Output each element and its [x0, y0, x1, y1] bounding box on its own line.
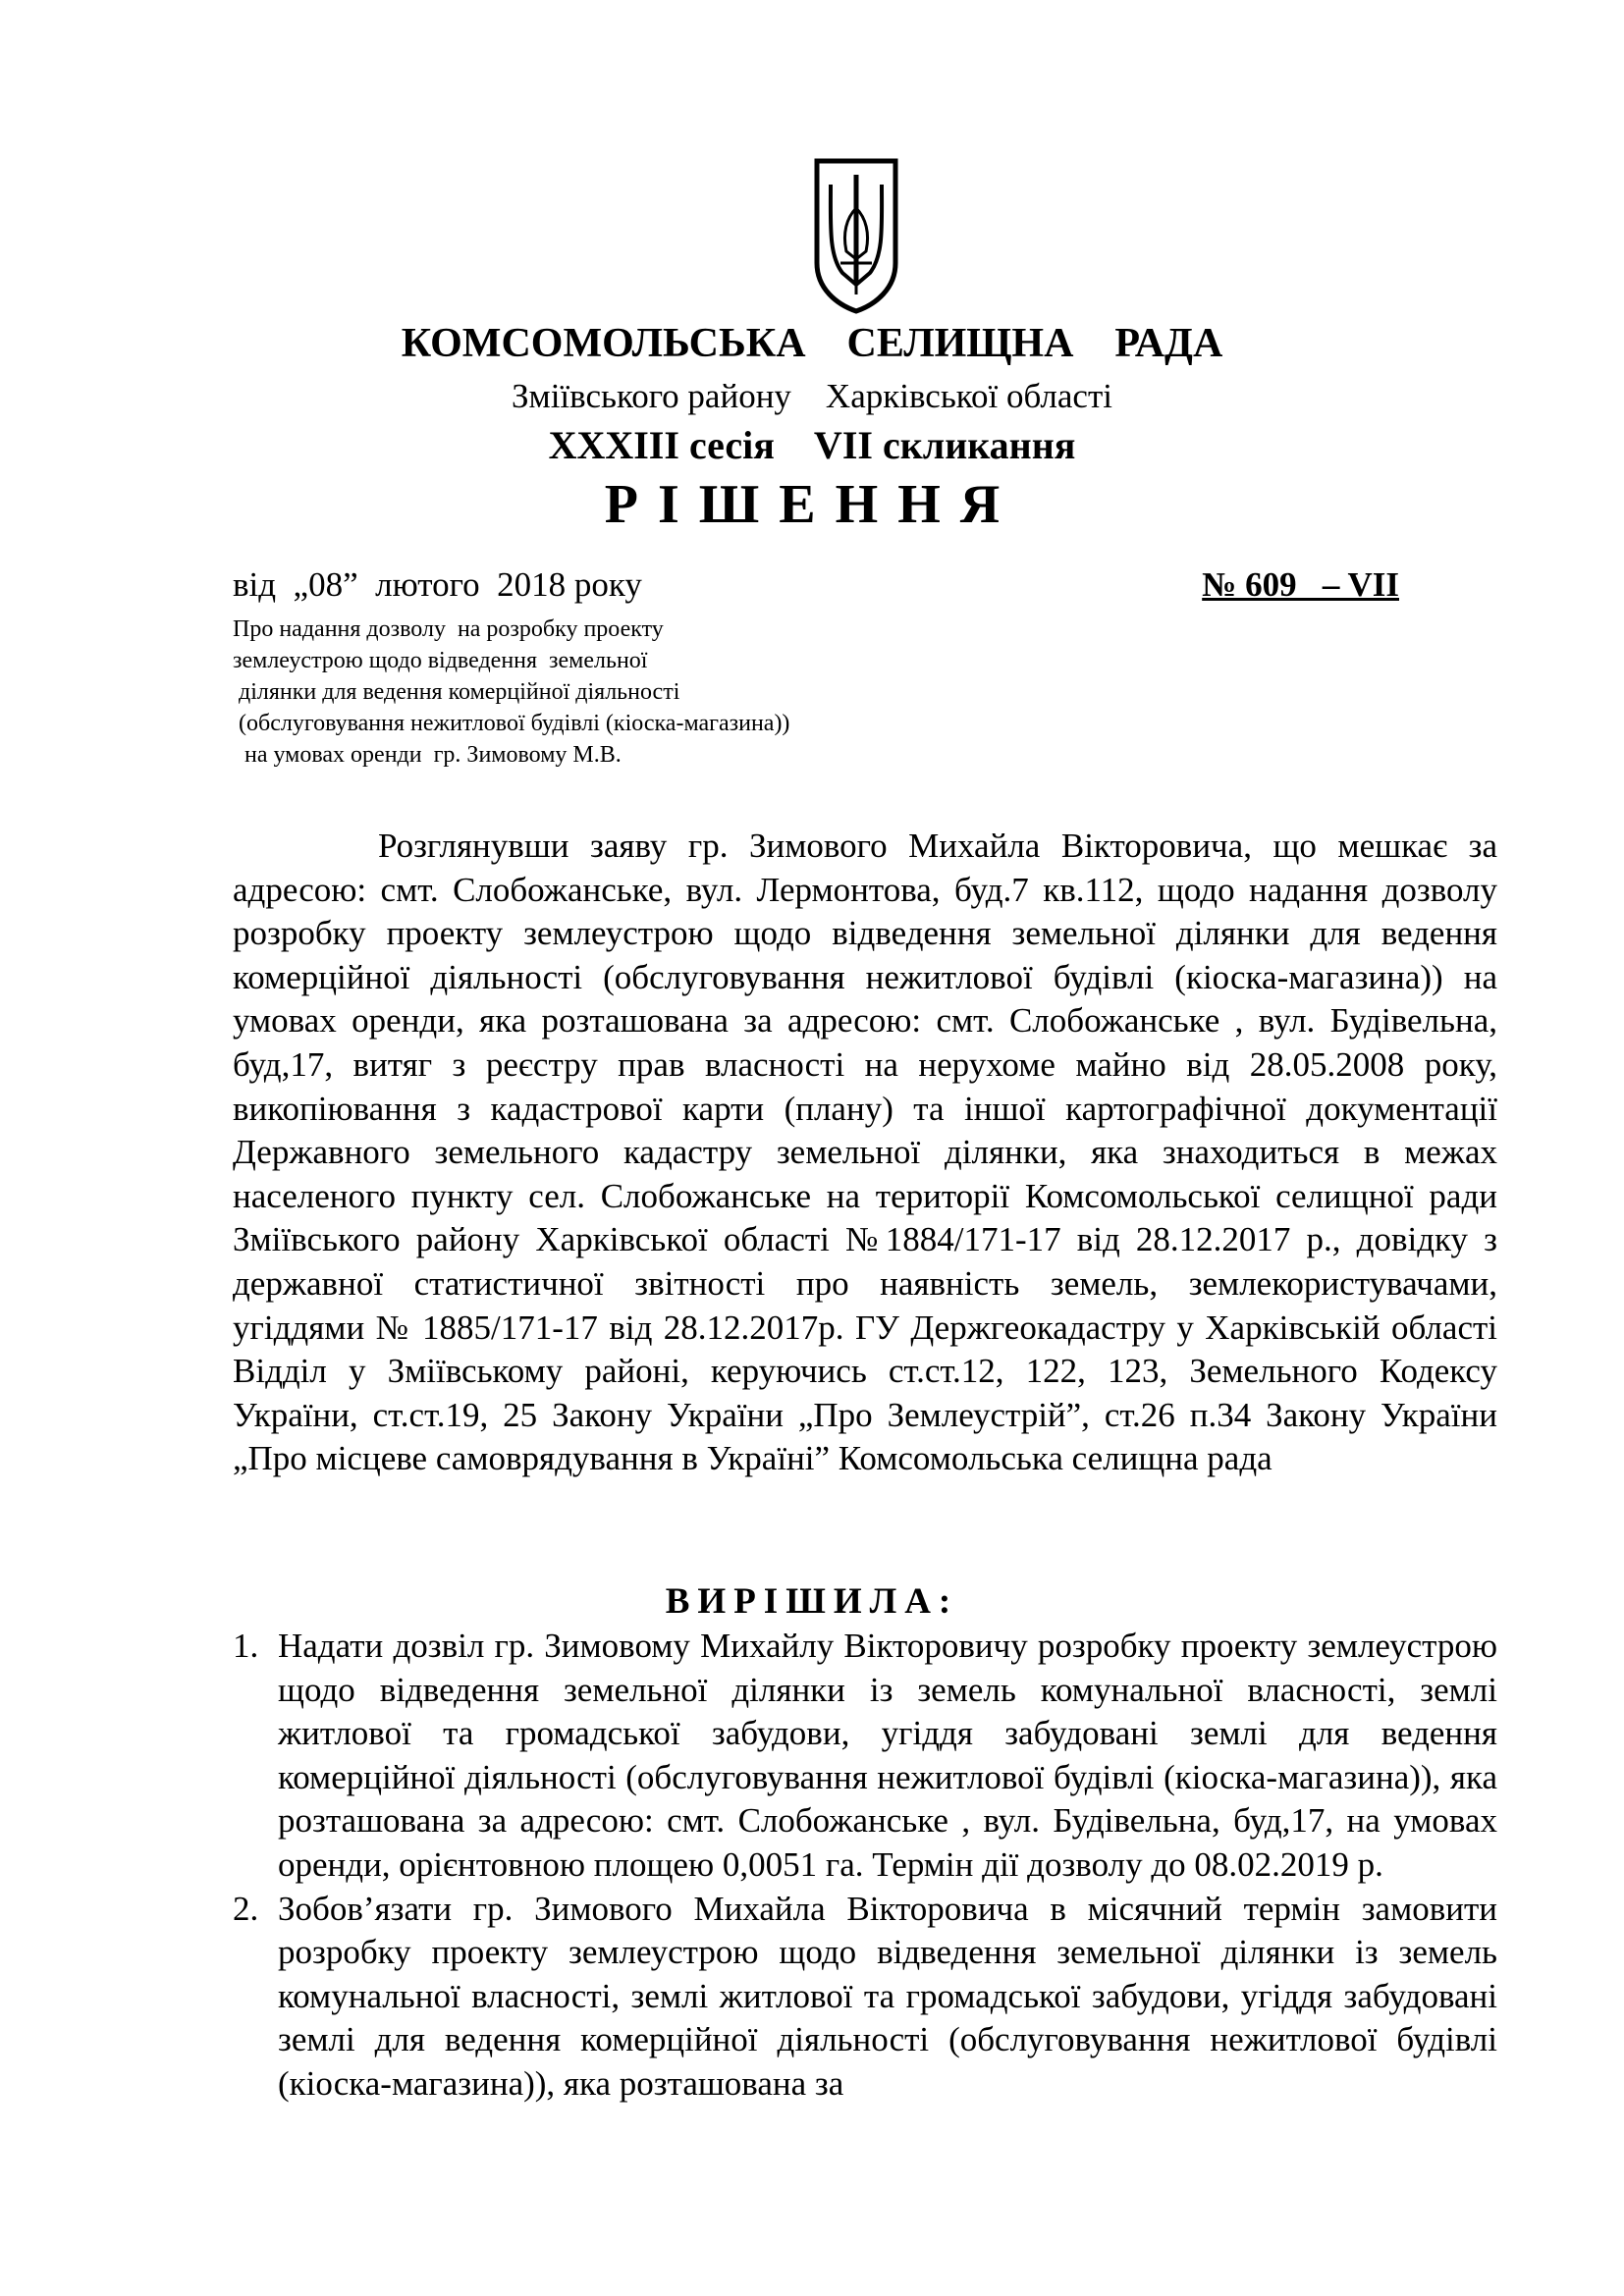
document-title: РІШЕННЯ: [604, 474, 1020, 535]
session-line: XXXIII сесія VII скликання: [548, 423, 1076, 467]
council-name: КОМСОМОЛЬСЬКА СЕЛИЩНА РАДА: [401, 321, 1223, 366]
coat-of-arms-icon: [813, 157, 899, 314]
subject-line: на умовах оренди гр. Зимовому М.В.: [233, 742, 622, 768]
subject-line: (обслуговування нежитлової будівлі (кіоска-магазина)): [233, 711, 790, 736]
item-text: Зобов’язати гр. Зимового Михайла Вікторовича в місячний термін замовити розробку проекту землеустрою щодо відведення земельної ділянки із земель комунальної власності, землі житлової та громадської забудови, угіддя забудовані землі для ведення комерційної діяльності (обслуговування нежитлової будівлі (кіоска-магазина)), яка розташована за: [278, 1889, 1497, 2103]
resolved-heading: ВИРІШИЛА:: [665, 1581, 959, 1622]
subject-line: ділянки для ведення комерційної діяльності: [233, 679, 680, 705]
subject-line: Про надання дозволу на розробку проекту: [233, 616, 664, 642]
decision-subject: [233, 614, 789, 771]
decision-date: від „08” лютого 2018 року: [233, 565, 642, 604]
item-number: 1.: [233, 1627, 259, 1665]
resolution-item: [233, 1625, 1497, 1888]
district-line: Зміївського району Харківської області: [512, 377, 1112, 415]
subject-line: землеустрою щодо відведення земельної: [233, 648, 648, 673]
item-number: 2.: [233, 1889, 259, 1928]
preamble-paragraph: Розглянувши заяву гр. Зимового Михайла Вікторовича, що мешкає за адресою: смт. Слобожанське, вул. Лермонтова, буд.7 кв.112, щодо надання дозволу розробку проекту землеустрою щодо відведення земельної ділянки для ведення комерційної діяльності (обслуговування нежитлової будівлі (кіоска-магазина)) на умовах оренди, яка розташована за адресою: смт. Слобожанське , вул. Будівельна, буд,17, витяг з реєстру прав власності на нерухоме майно від 28.05.2008 року, викопіювання з кадастрової карти (плану) та іншої картографічної документації Державного земельного кадастру земельної ділянки, яка знаходиться в межах населеного пункту сел. Слобожанське на території Комсомольської селищної ради Зміївського району Харківської області №1884/171-17 від 28.12.2017 р., довідку з державної статистичної звітності про наявність земель, землекористувачами, угіддями № 1885/171-17 від 28.12.2017р. ГУ Держгеокадастру у Харківській області Відділ у Зміївському районі, керуючись ст.ст.12, 122, 123, Земельного Кодексу України, ст.ст.19, 25 Закону України „Про Землеустрій”, ст.26 п.34 Закону України „Про місцеве самоврядування в Україні” Комсомольська селищна рада: [233, 827, 1497, 1478]
item-text: Надати дозвіл гр. Зимовому Михайлу Вікторовичу розробку проекту землеустрою щодо відведення земельної ділянки із земель комунальної власності, землі житлової та громадської забудови, угіддя забудовані землі для ведення комерційної діяльності (обслуговування нежитлової будівлі (кіоска-магазина)), яка розташована за адресою: смт. Слобожанське , вул. Будівельна, буд,17, на умовах оренди, орієнтовною площею 0,0051 га. Термін дії дозволу до 08.02.2019 р.: [278, 1627, 1497, 1884]
resolution-items: [233, 1625, 1497, 2107]
decision-number: № 609 – VII: [1202, 565, 1399, 604]
resolution-item: [233, 1888, 1497, 2107]
